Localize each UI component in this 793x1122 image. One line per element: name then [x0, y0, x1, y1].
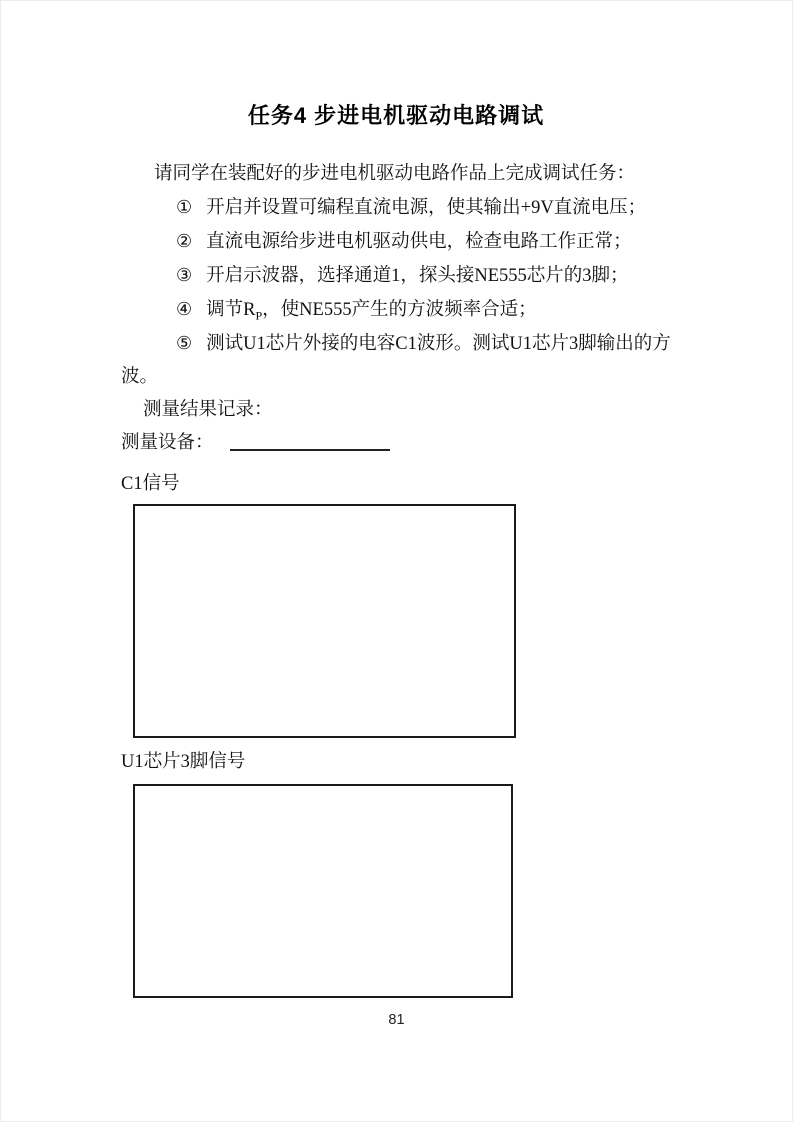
circled-number-1: ① — [176, 197, 193, 217]
task-item-1 — [121, 191, 671, 225]
device-label: 测量设备： — [121, 433, 214, 453]
device-blank-line — [230, 429, 390, 451]
task-item-2 — [121, 225, 671, 259]
page-number: 81 — [388, 1012, 405, 1028]
task-item-3-text: 开启示波器，选择通道1，探头接NE555芯片的3脚； — [206, 266, 629, 286]
circled-number-4: ④ — [176, 299, 193, 319]
u1-waveform-box — [133, 784, 513, 998]
rp-subscript: P — [255, 308, 263, 323]
page-title: 任务4 步进电机驱动电路调试 — [247, 103, 545, 128]
intro-paragraph: 请同学在装配好的步进电机驱动电路作品上完成调试任务： — [154, 164, 636, 184]
device-line — [121, 427, 671, 460]
task-item-4-text-post: ，使NE555产生的方波频率合适； — [262, 300, 537, 320]
task-item-4 — [121, 293, 671, 327]
task-item-2-text: 直流电源给步进电机驱动供电，检查电路工作正常； — [206, 232, 632, 252]
record-heading: 测量结果记录： — [143, 400, 273, 420]
c1-signal-label: C1信号 — [121, 474, 180, 494]
task-item-3 — [121, 259, 671, 293]
task-item-5-text: 测试U1芯片外接的电容C1波形。测试U1芯片3脚输出的方波。 — [121, 334, 671, 387]
task-item-5 — [121, 327, 671, 394]
task-item-1-text: 开启并设置可编程直流电源，使其输出+9V直流电压； — [206, 198, 647, 218]
u1-pin3-signal-label: U1芯片3脚信号 — [121, 752, 246, 772]
circled-number-5: ⑤ — [176, 333, 193, 353]
c1-waveform-box — [133, 504, 516, 738]
task-item-4-text-pre: 调节R — [206, 300, 256, 320]
circled-number-2: ② — [176, 231, 193, 251]
circled-number-3: ③ — [176, 265, 193, 285]
